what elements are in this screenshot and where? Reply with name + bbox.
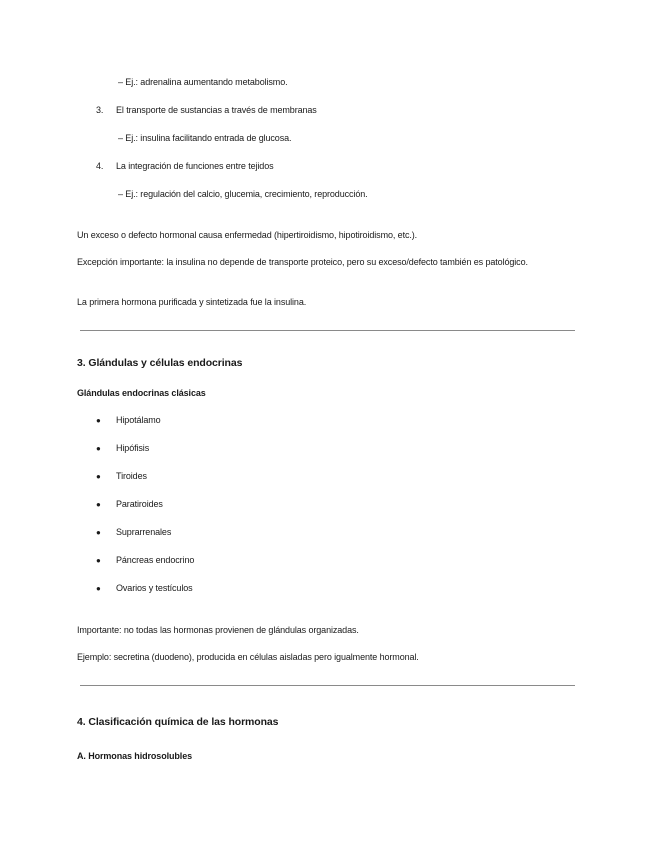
list-number: 3.: [96, 105, 104, 115]
paragraph-ejemplo-secretina: Ejemplo: secretina (duodeno), producida en células aisladas pero igualmente hormonal.: [77, 652, 419, 662]
list-subitem-example-regulacion: – Ej.: regulación del calcio, glucemia, crecimiento, reproducción.: [118, 189, 368, 199]
horizontal-divider: [80, 330, 575, 331]
list-item-text: La integración de funciones entre tejidos: [116, 161, 274, 171]
bullet-icon: ●: [96, 556, 101, 565]
list-subitem-example-insulina: – Ej.: insulina facilitando entrada de glucosa.: [118, 133, 292, 143]
horizontal-divider: [80, 685, 575, 686]
bullet-icon: ●: [96, 500, 101, 509]
list-item-text: Paratiroides: [116, 499, 163, 509]
list-item-text: Ovarios y testículos: [116, 583, 193, 593]
list-item-text: Hipófisis: [116, 443, 150, 453]
list-item-text: El transporte de sustancias a través de membranas: [116, 105, 317, 115]
section-heading-clasificacion: 4. Clasificación química de las hormonas: [77, 716, 279, 728]
paragraph-importante: Importante: no todas las hormonas provienen de glándulas organizadas.: [77, 625, 359, 635]
subheading-glandulas-clasicas: Glándulas endocrinas clásicas: [77, 388, 206, 398]
paragraph-primera-hormona: La primera hormona purificada y sintetizada fue la insulina.: [77, 297, 307, 307]
bullet-icon: ●: [96, 472, 101, 481]
section-heading-glandulas: 3. Glándulas y células endocrinas: [77, 357, 243, 369]
bullet-icon: ●: [96, 584, 101, 593]
bullet-icon: ●: [96, 528, 101, 537]
paragraph-exceso-defecto: Un exceso o defecto hormonal causa enfermedad (hipertiroidismo, hipotiroidismo, etc.).: [77, 230, 418, 240]
list-number: 4.: [96, 161, 104, 171]
list-item-text: Tiroides: [116, 471, 147, 481]
bullet-icon: ●: [96, 444, 101, 453]
bullet-icon: ●: [96, 416, 101, 425]
subheading-hormonas-hidrosolubles: A. Hormonas hidrosolubles: [77, 751, 193, 761]
list-item-text: Suprarrenales: [116, 527, 172, 537]
list-item-text: Páncreas endocrino: [116, 555, 195, 565]
paragraph-excepcion-insulina: Excepción importante: la insulina no depende de transporte proteico, pero su exceso/defecto también es patológico.: [77, 257, 528, 267]
list-subitem-example-adrenalina: – Ej.: adrenalina aumentando metabolismo.: [118, 77, 288, 87]
list-item-text: Hipotálamo: [116, 415, 161, 425]
